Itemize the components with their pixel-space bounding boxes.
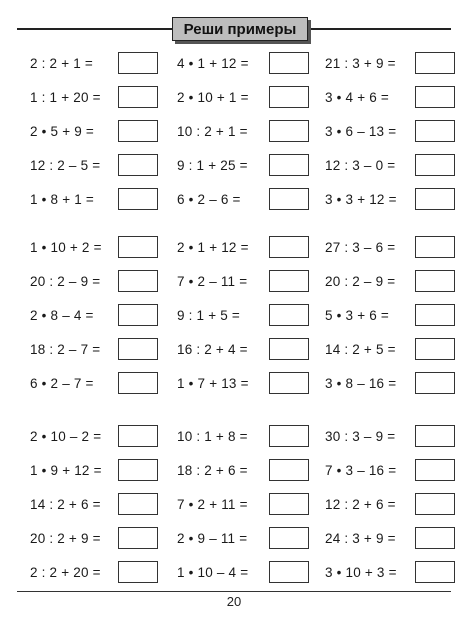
answer-box[interactable] bbox=[269, 120, 309, 142]
answer-box[interactable] bbox=[118, 372, 158, 394]
exercise-expression: 7 • 3 – 16 = bbox=[325, 462, 397, 478]
exercise-item bbox=[177, 527, 247, 549]
exercise-item bbox=[30, 527, 101, 549]
exercise-item bbox=[325, 561, 397, 583]
answer-box[interactable] bbox=[118, 120, 158, 142]
exercise-row bbox=[30, 188, 460, 222]
exercise-expression: 3 • 4 + 6 = bbox=[325, 89, 389, 105]
exercise-item bbox=[177, 52, 249, 74]
exercise-expression: 3 • 3 + 12 = bbox=[325, 191, 397, 207]
answer-box[interactable] bbox=[269, 188, 309, 210]
exercise-row bbox=[30, 459, 460, 493]
exercise-block-3 bbox=[30, 425, 460, 595]
exercise-expression: 2 • 9 – 11 = bbox=[177, 530, 248, 546]
answer-box[interactable] bbox=[269, 270, 309, 292]
exercise-expression: 3 • 8 – 16 = bbox=[325, 375, 397, 391]
answer-box[interactable] bbox=[269, 527, 309, 549]
exercise-expression: 3 • 10 + 3 = bbox=[325, 564, 397, 580]
exercise-item bbox=[325, 304, 389, 326]
answer-box[interactable] bbox=[269, 338, 309, 360]
answer-box[interactable] bbox=[118, 86, 158, 108]
exercise-expression: 14 : 2 + 6 = bbox=[30, 496, 101, 512]
answer-box[interactable] bbox=[118, 493, 158, 515]
exercise-expression: 2 • 1 + 12 = bbox=[177, 239, 249, 255]
exercise-expression: 12 : 2 – 5 = bbox=[30, 157, 101, 173]
exercise-expression: 20 : 2 – 9 = bbox=[30, 273, 101, 289]
exercise-block-1 bbox=[30, 52, 460, 222]
exercise-item bbox=[177, 236, 249, 258]
exercise-expression: 6 • 2 – 6 = bbox=[177, 191, 241, 207]
answer-box[interactable] bbox=[118, 188, 158, 210]
answer-box[interactable] bbox=[415, 188, 455, 210]
exercise-expression: 2 • 5 + 9 = bbox=[30, 123, 94, 139]
exercise-expression: 10 : 2 + 1 = bbox=[177, 123, 248, 139]
answer-box[interactable] bbox=[269, 304, 309, 326]
exercise-expression: 2 • 10 – 2 = bbox=[30, 428, 102, 444]
title-bar bbox=[17, 17, 451, 41]
exercise-expression: 18 : 2 – 7 = bbox=[30, 341, 101, 357]
answer-box[interactable] bbox=[118, 527, 158, 549]
exercise-row bbox=[30, 120, 460, 154]
exercise-row bbox=[30, 52, 460, 86]
answer-box[interactable] bbox=[415, 154, 455, 176]
answer-box[interactable] bbox=[118, 52, 158, 74]
exercise-item bbox=[30, 52, 93, 74]
exercise-expression: 16 : 2 + 4 = bbox=[177, 341, 248, 357]
exercise-item bbox=[30, 270, 100, 292]
answer-box[interactable] bbox=[118, 338, 158, 360]
exercise-item bbox=[325, 188, 397, 210]
answer-box[interactable] bbox=[415, 120, 455, 142]
footer-rule bbox=[17, 591, 451, 592]
exercise-item bbox=[325, 236, 395, 258]
answer-box[interactable] bbox=[415, 527, 455, 549]
answer-box[interactable] bbox=[415, 270, 455, 292]
answer-box[interactable] bbox=[415, 493, 455, 515]
exercise-item bbox=[30, 154, 100, 176]
answer-box[interactable] bbox=[415, 338, 455, 360]
exercise-item bbox=[325, 459, 396, 481]
answer-box[interactable] bbox=[118, 304, 158, 326]
answer-box[interactable] bbox=[269, 372, 309, 394]
answer-box[interactable] bbox=[415, 561, 455, 583]
exercise-expression: 3 • 6 – 13 = bbox=[325, 123, 397, 139]
exercise-item bbox=[325, 527, 396, 549]
exercise-row bbox=[30, 338, 460, 372]
exercise-expression: 20 : 2 – 9 = bbox=[325, 273, 396, 289]
exercise-item bbox=[325, 372, 396, 394]
exercise-expression: 12 : 3 – 0 = bbox=[325, 157, 396, 173]
exercise-expression: 24 : 3 + 9 = bbox=[325, 530, 396, 546]
exercise-expression: 1 • 10 – 4 = bbox=[177, 564, 249, 580]
exercise-item bbox=[177, 154, 248, 176]
exercise-row bbox=[30, 236, 460, 270]
exercise-item bbox=[30, 493, 101, 515]
exercise-item bbox=[177, 338, 248, 360]
exercise-item bbox=[30, 338, 100, 360]
exercise-block-2 bbox=[30, 236, 460, 406]
exercise-expression: 14 : 2 + 5 = bbox=[325, 341, 396, 357]
exercise-item bbox=[177, 188, 241, 210]
exercise-expression: 1 • 8 + 1 = bbox=[30, 191, 94, 207]
answer-box[interactable] bbox=[269, 425, 309, 447]
exercise-expression: 2 • 8 – 4 = bbox=[30, 307, 94, 323]
exercise-row bbox=[30, 270, 460, 304]
answer-box[interactable] bbox=[269, 154, 309, 176]
exercise-expression: 2 : 2 + 1 = bbox=[30, 55, 93, 71]
exercise-item bbox=[177, 425, 248, 447]
exercise-item bbox=[177, 459, 248, 481]
exercise-item bbox=[30, 304, 94, 326]
answer-box[interactable] bbox=[118, 154, 158, 176]
exercise-item bbox=[325, 154, 395, 176]
exercise-expression: 21 : 3 + 9 = bbox=[325, 55, 396, 71]
answer-box[interactable] bbox=[415, 52, 455, 74]
exercise-item bbox=[177, 372, 249, 394]
exercise-item bbox=[30, 236, 102, 258]
exercise-expression: 10 : 1 + 8 = bbox=[177, 428, 248, 444]
exercise-expression: 2 • 10 + 1 = bbox=[177, 89, 249, 105]
answer-box[interactable] bbox=[269, 236, 309, 258]
page-title: Реши примеры bbox=[172, 17, 308, 41]
answer-box[interactable] bbox=[118, 459, 158, 481]
answer-box[interactable] bbox=[415, 459, 455, 481]
exercise-item bbox=[30, 120, 94, 142]
exercise-expression: 20 : 2 + 9 = bbox=[30, 530, 101, 546]
exercise-row bbox=[30, 372, 460, 406]
exercise-expression: 2 : 2 + 20 = bbox=[30, 564, 101, 580]
exercise-item bbox=[325, 270, 395, 292]
exercise-item bbox=[325, 493, 396, 515]
exercise-item bbox=[177, 270, 247, 292]
exercise-expression: 1 : 1 + 20 = bbox=[30, 89, 101, 105]
answer-box[interactable] bbox=[269, 561, 309, 583]
answer-box[interactable] bbox=[269, 52, 309, 74]
page-number: 20 bbox=[226, 594, 242, 609]
exercise-expression: 12 : 2 + 6 = bbox=[325, 496, 396, 512]
exercise-expression: 1 • 10 + 2 = bbox=[30, 239, 102, 255]
exercise-item bbox=[177, 304, 240, 326]
exercise-expression: 5 • 3 + 6 = bbox=[325, 307, 389, 323]
answer-box[interactable] bbox=[118, 425, 158, 447]
exercise-item bbox=[325, 120, 396, 142]
exercise-item bbox=[325, 338, 396, 360]
exercise-item bbox=[30, 372, 94, 394]
exercise-item bbox=[30, 459, 102, 481]
exercise-expression: 1 • 7 + 13 = bbox=[177, 375, 249, 391]
exercise-item bbox=[177, 86, 249, 108]
answer-box[interactable] bbox=[118, 270, 158, 292]
answer-box[interactable] bbox=[269, 86, 309, 108]
exercise-item bbox=[325, 86, 389, 108]
exercise-item bbox=[30, 425, 101, 447]
answer-box[interactable] bbox=[269, 493, 309, 515]
exercise-item bbox=[30, 561, 101, 583]
exercise-item bbox=[325, 425, 395, 447]
answer-box[interactable] bbox=[415, 236, 455, 258]
exercise-item bbox=[325, 52, 396, 74]
answer-box[interactable] bbox=[118, 561, 158, 583]
exercise-expression: 4 • 1 + 12 = bbox=[177, 55, 249, 71]
exercise-row bbox=[30, 86, 460, 120]
answer-box[interactable] bbox=[118, 236, 158, 258]
exercise-expression: 7 • 2 + 11 = bbox=[177, 496, 248, 512]
exercise-row bbox=[30, 425, 460, 459]
exercise-row bbox=[30, 154, 460, 188]
exercise-item bbox=[177, 561, 248, 583]
exercise-item bbox=[30, 86, 101, 108]
answer-box[interactable] bbox=[415, 86, 455, 108]
exercise-row bbox=[30, 561, 460, 595]
exercise-expression: 9 : 1 + 5 = bbox=[177, 307, 240, 323]
exercise-expression: 30 : 3 – 9 = bbox=[325, 428, 396, 444]
exercise-row bbox=[30, 493, 460, 527]
answer-box[interactable] bbox=[415, 425, 455, 447]
exercise-row bbox=[30, 304, 460, 338]
exercise-item bbox=[177, 120, 248, 142]
exercise-expression: 6 • 2 – 7 = bbox=[30, 375, 94, 391]
exercise-expression: 7 • 2 – 11 = bbox=[177, 273, 248, 289]
exercise-expression: 18 : 2 + 6 = bbox=[177, 462, 248, 478]
answer-box[interactable] bbox=[415, 372, 455, 394]
exercise-item bbox=[30, 188, 94, 210]
exercise-row bbox=[30, 527, 460, 561]
exercise-expression: 1 • 9 + 12 = bbox=[30, 462, 102, 478]
answer-box[interactable] bbox=[269, 459, 309, 481]
exercise-expression: 27 : 3 – 6 = bbox=[325, 239, 396, 255]
exercise-expression: 9 : 1 + 25 = bbox=[177, 157, 248, 173]
exercise-item bbox=[177, 493, 248, 515]
answer-box[interactable] bbox=[415, 304, 455, 326]
